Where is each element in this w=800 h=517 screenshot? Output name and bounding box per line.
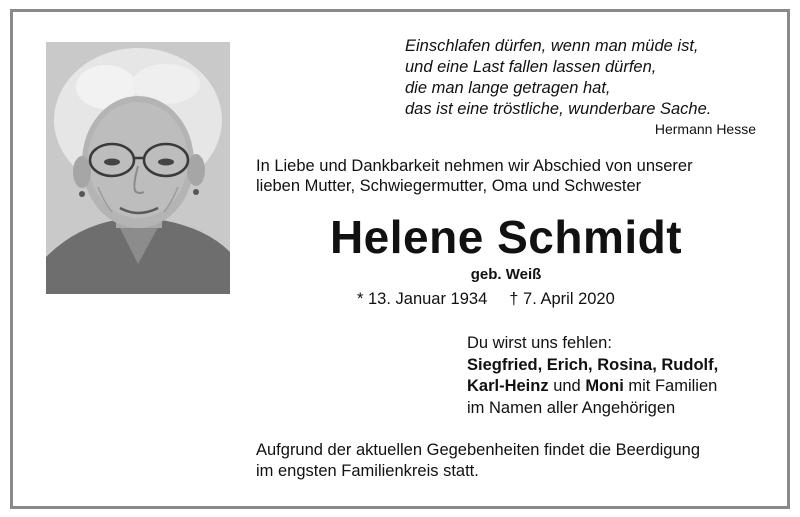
intro-line: lieben Mutter, Schwiegermutter, Oma und Schwester xyxy=(256,177,642,195)
notice-line: im engsten Familienkreis statt. xyxy=(256,462,479,480)
memorial-quote xyxy=(405,36,765,120)
quote-line: Einschlafen dürfen, wenn man müde ist, xyxy=(405,37,699,55)
mourner-name: Karl-Heinz xyxy=(467,377,549,395)
farewell-intro xyxy=(256,156,776,196)
mourners-closing: im Namen aller Angehörigen xyxy=(467,398,676,417)
funeral-notice xyxy=(256,440,776,482)
quote-line: das ist eine tröstliche, wunderbare Sache. xyxy=(405,100,712,118)
birth-date: * 13. Januar 1934 xyxy=(357,290,488,308)
quote-author: Hermann Hesse xyxy=(654,121,756,137)
life-dates xyxy=(357,289,615,309)
conjunction: und xyxy=(548,377,586,395)
notice-line: Aufgrund der aktuellen Gegebenheiten findet die Beerdigung xyxy=(256,441,701,459)
mourner-name: Moni xyxy=(585,377,624,395)
mourner-names-bold: Siegfried, Erich, Rosina, Rudolf, xyxy=(467,355,719,374)
mourners-names xyxy=(467,355,767,377)
mourners-names-line2 xyxy=(467,376,767,398)
quote-line: die man lange getragen hat, xyxy=(405,79,611,97)
intro-line: In Liebe und Dankbarkeit nehmen wir Abschied von unserer xyxy=(256,157,693,175)
mourners-intro: Du wirst uns fehlen: xyxy=(467,334,612,352)
portrait-photo xyxy=(46,42,230,294)
families-text: mit Familien xyxy=(623,377,718,395)
death-date: † 7. April 2020 xyxy=(509,290,615,308)
deceased-name: Helene Schmidt xyxy=(329,211,683,263)
mourners-block xyxy=(467,333,767,419)
quote-line: und eine Last fallen lassen dürfen, xyxy=(405,58,657,76)
maiden-name: geb. Weiß xyxy=(470,266,542,283)
